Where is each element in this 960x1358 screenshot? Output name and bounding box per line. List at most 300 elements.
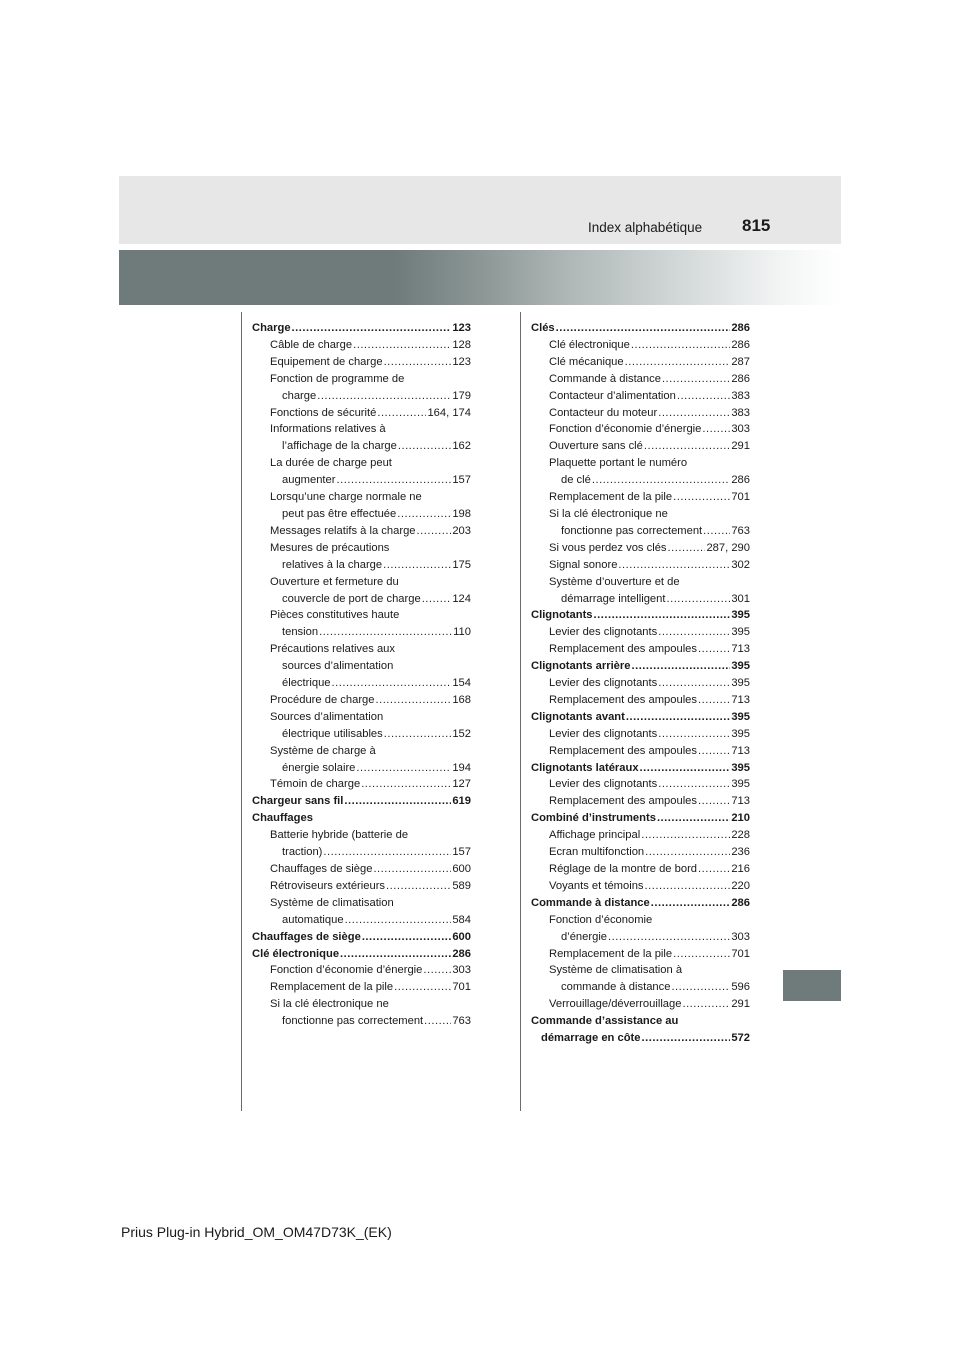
dot-leader xyxy=(682,996,730,1013)
index-entry-sub xyxy=(531,793,750,810)
index-entry-text: couvercle de port de charge xyxy=(282,592,421,605)
index-entry-main xyxy=(531,760,750,777)
index-entry-text: Si la clé électronique ne xyxy=(270,998,389,1011)
index-entry-sub xyxy=(252,658,471,675)
dot-leader xyxy=(702,421,730,438)
index-entry-text: Clignotants avant xyxy=(531,710,625,723)
dot-leader xyxy=(658,405,730,422)
index-entry-sub xyxy=(252,675,471,692)
index-entry-page: 395 xyxy=(731,727,750,740)
dot-leader xyxy=(666,591,730,608)
index-entry-sub xyxy=(252,388,471,405)
index-entry-sub xyxy=(531,692,750,709)
dot-leader xyxy=(698,692,730,709)
index-entry-sub xyxy=(252,607,471,624)
index-entry-page: 302 xyxy=(731,558,750,571)
dot-leader xyxy=(344,793,451,810)
index-entry-page: 220 xyxy=(731,879,750,892)
index-entry-text: démarrage en côte xyxy=(541,1032,641,1045)
index-entry-sub xyxy=(252,354,471,371)
index-entry-text: Ecran multifonction xyxy=(549,846,645,859)
index-entry-page: 395 xyxy=(731,626,750,639)
index-entry-page: 168 xyxy=(452,693,471,706)
index-entry-text: Combiné d’instruments xyxy=(531,812,656,825)
dot-leader xyxy=(361,776,451,793)
dot-leader xyxy=(651,895,731,912)
index-entry-main xyxy=(252,810,471,827)
index-entry-page: 713 xyxy=(731,643,750,656)
index-entry-sub xyxy=(252,709,471,726)
index-entry-text: Câble de charge xyxy=(270,338,353,351)
index-entry-sub xyxy=(531,844,750,861)
index-entry-page: 164, 174 xyxy=(427,406,471,419)
index-entry-text: sources d’alimentation xyxy=(282,660,394,673)
index-entry-sub xyxy=(252,692,471,709)
index-entry-sub xyxy=(531,962,750,979)
index-entry-text: Charge xyxy=(252,322,291,334)
index-entry-page: 395 xyxy=(731,761,750,774)
index-entry-page: 154 xyxy=(452,677,471,690)
index-entry-sub xyxy=(252,1013,471,1030)
index-entry-sub xyxy=(252,405,471,422)
index-entry-text: Si la clé électronique ne xyxy=(549,507,668,520)
index-entry-text: Messages relatifs à la charge xyxy=(270,524,416,537)
dot-leader xyxy=(384,726,452,743)
index-entry-sub xyxy=(531,776,750,793)
index-entry-page: 287, 290 xyxy=(706,541,750,554)
index-entry-text: Chargeur sans fil xyxy=(252,795,344,808)
index-entry-text: Clignotants xyxy=(531,609,593,622)
index-entry-sub xyxy=(531,472,750,489)
index-entry-text: démarrage intelligent xyxy=(561,592,666,605)
index-entry-sub xyxy=(252,641,471,658)
index-entry-text: Fonction de programme de xyxy=(270,372,405,385)
index-entry-page: 127 xyxy=(452,778,471,791)
index-entry-text: Précautions relatives aux xyxy=(270,643,395,656)
index-entry-text: Remplacement des ampoules xyxy=(549,795,697,808)
index-entry-main xyxy=(531,320,750,337)
dot-leader xyxy=(353,337,451,354)
index-entry-text: Informations relatives à xyxy=(270,423,386,436)
index-entry-text: Remplacement des ampoules xyxy=(549,693,697,706)
index-entry-sub xyxy=(252,996,471,1013)
index-entry-sub xyxy=(531,827,750,844)
index-entry-sub xyxy=(252,455,471,472)
index-entry-page: 194 xyxy=(452,761,471,774)
index-entry-page: 763 xyxy=(452,1015,471,1028)
index-entry-sub xyxy=(531,726,750,743)
dot-leader xyxy=(386,878,451,895)
index-entry-text: Clé électronique xyxy=(549,338,630,351)
index-entry-sub xyxy=(252,489,471,506)
dot-leader xyxy=(356,760,451,777)
index-entry-text: charge xyxy=(282,389,317,402)
index-entry-text: Fonctions de sécurité xyxy=(270,406,377,419)
index-entry-sub xyxy=(252,523,471,540)
dot-leader xyxy=(345,912,452,929)
index-entry-page: 600 xyxy=(452,930,471,943)
index-entry-sub xyxy=(252,827,471,844)
index-entry-sub xyxy=(531,946,750,963)
dot-leader xyxy=(608,929,730,946)
index-entry-text: Equipement de charge xyxy=(270,355,383,368)
index-entry-text: Clignotants arrière xyxy=(531,660,631,673)
index-entry-text: Système de charge à xyxy=(270,744,376,757)
index-entry-text: Verrouillage/déverrouillage xyxy=(549,998,682,1011)
index-entry-sub xyxy=(252,962,471,979)
index-entry-page: 198 xyxy=(452,507,471,520)
index-entry-page: 110 xyxy=(453,626,471,639)
index-entry-page: 203 xyxy=(452,524,471,537)
index-entry-text: Pièces constitutives haute xyxy=(270,609,400,622)
dot-leader xyxy=(317,388,451,405)
dot-leader xyxy=(373,861,451,878)
index-entry-sub xyxy=(531,371,750,388)
index-entry-text: Levier des clignotants xyxy=(549,727,658,740)
index-entry-text: Signal sonore xyxy=(549,558,618,571)
index-entry-sub xyxy=(252,878,471,895)
dot-leader xyxy=(332,675,452,692)
index-entry-page: 128 xyxy=(452,338,471,351)
index-entry-text: Réglage de la montre de bord xyxy=(549,863,698,875)
index-entry-text: électrique utilisables xyxy=(282,727,383,740)
dot-leader xyxy=(394,979,451,996)
index-entry-page: 303 xyxy=(731,930,750,943)
index-entry-page: 287 xyxy=(731,355,750,368)
index-entry-page: 713 xyxy=(731,744,750,757)
index-entry-text: de clé xyxy=(561,474,591,487)
index-entry-text: Fonction d’économie d’énergie xyxy=(549,423,702,436)
index-entry-sub xyxy=(252,912,471,929)
index-entry-main xyxy=(531,895,750,912)
index-entry-text: traction) xyxy=(282,846,323,859)
index-entry-sub xyxy=(531,591,750,608)
dot-leader xyxy=(698,743,730,760)
index-entry-page: 162 xyxy=(452,440,471,453)
index-entry-main xyxy=(252,320,471,337)
index-entry-text: Remplacement de la pile xyxy=(549,947,673,960)
index-entry-sub xyxy=(531,489,750,506)
dot-leader xyxy=(337,472,452,489)
index-entry-text: Mesures de précautions xyxy=(270,541,390,554)
dot-leader xyxy=(417,523,452,540)
index-entry-sub xyxy=(252,979,471,996)
index-entry-sub xyxy=(252,743,471,760)
index-entry-sub xyxy=(252,861,471,878)
index-entry-text: Levier des clignotants xyxy=(549,626,658,639)
dot-leader xyxy=(645,844,730,861)
dot-leader xyxy=(422,591,452,608)
index-entry-text: Clés xyxy=(531,322,555,334)
index-entry-text: Clé mécanique xyxy=(549,355,624,368)
index-entry-text: La durée de charge peut xyxy=(270,457,392,470)
dot-leader xyxy=(658,776,730,793)
index-entry-sub xyxy=(252,895,471,912)
index-entry-sub xyxy=(252,540,471,557)
dot-leader xyxy=(698,793,730,810)
index-entry-page: 123 xyxy=(452,322,471,334)
dot-leader xyxy=(644,438,730,455)
index-entry-text: Si vous perdez vos clés xyxy=(549,541,667,554)
dot-leader xyxy=(673,946,730,963)
dot-leader xyxy=(631,337,730,354)
index-entry-main xyxy=(252,946,471,963)
index-entry-text: Chauffages de siège xyxy=(270,863,373,875)
index-entry-text: Remplacement de la pile xyxy=(549,491,673,504)
index-entry-page: 383 xyxy=(731,406,750,419)
index-entry-page: 619 xyxy=(452,795,471,808)
index-entry-page: 572 xyxy=(731,1032,750,1045)
index-entry-sub xyxy=(252,421,471,438)
dot-leader xyxy=(671,979,730,996)
dot-leader xyxy=(698,641,730,658)
index-entry-page: 395 xyxy=(731,710,750,723)
dot-leader xyxy=(397,506,451,523)
index-entry-sub xyxy=(531,624,750,641)
index-entry-sub xyxy=(531,675,750,692)
footer-document-id: Prius Plug-in Hybrid_OM_OM47D73K_(EK) xyxy=(121,1224,392,1240)
dot-leader xyxy=(340,946,451,963)
index-entry-sub xyxy=(531,861,750,878)
index-entry-sub xyxy=(252,506,471,523)
index-entry-main xyxy=(531,810,750,827)
index-entry-text: Fonction d’économie xyxy=(549,913,653,926)
index-entry-text: Remplacement des ampoules xyxy=(549,744,697,757)
index-entry-sub xyxy=(252,624,471,641)
index-entry-page: 763 xyxy=(731,524,750,537)
index-entry-sub xyxy=(252,574,471,591)
index-entry-sub xyxy=(531,523,750,540)
index-entry-page: 395 xyxy=(731,660,750,673)
dot-leader xyxy=(626,709,730,726)
index-entry-page: 210 xyxy=(731,812,750,825)
dot-leader xyxy=(625,354,731,371)
index-entry-text: Plaquette portant le numéro xyxy=(549,457,688,470)
index-entry-text: Rétroviseurs extérieurs xyxy=(270,879,386,892)
index-entry-page: 286 xyxy=(731,474,750,487)
index-entry-text: Système de climatisation à xyxy=(549,964,683,977)
index-entry-sub xyxy=(531,979,750,996)
dot-leader xyxy=(323,844,451,861)
index-entry-main xyxy=(531,658,750,675)
index-entry-page: 600 xyxy=(452,863,471,875)
index-entry-page: 157 xyxy=(452,474,471,487)
dot-leader xyxy=(662,371,730,388)
index-entry-text: Batterie hybride (batterie de xyxy=(270,829,409,842)
index-entry-sub xyxy=(252,591,471,608)
index-entry-page: 124 xyxy=(452,592,471,605)
index-entry-page: 701 xyxy=(452,981,471,994)
page-number: 815 xyxy=(742,216,771,235)
index-entry-page: 157 xyxy=(452,846,471,859)
index-entry-text: peut pas être effectuée xyxy=(282,507,397,520)
index-entry-page: 291 xyxy=(731,998,750,1011)
index-entry-text: Procédure de charge xyxy=(270,693,375,706)
index-column-right xyxy=(531,320,750,1047)
index-entry-sub xyxy=(531,929,750,946)
index-entry-page: 286 xyxy=(731,338,750,351)
index-entry-page: 701 xyxy=(731,491,750,504)
index-entry-text: Affichage principal xyxy=(549,829,641,842)
index-entry-page: 286 xyxy=(731,322,750,334)
index-entry-page: 383 xyxy=(731,389,750,402)
index-entry-text: l’affichage de la charge xyxy=(282,440,397,453)
index-entry-page: 395 xyxy=(731,778,750,791)
index-entry-sub xyxy=(252,371,471,388)
index-entry-main xyxy=(531,1013,750,1030)
index-entry-sub xyxy=(252,337,471,354)
index-entry-page: 175 xyxy=(452,558,471,571)
index-entry-page: 589 xyxy=(452,879,471,892)
dot-leader xyxy=(384,354,452,371)
index-entry-text: Levier des clignotants xyxy=(549,778,658,791)
index-entry-page: 286 xyxy=(452,947,471,960)
dot-leader xyxy=(292,320,452,337)
index-entry-page: 152 xyxy=(452,727,471,740)
dot-leader xyxy=(383,557,451,574)
index-entry-page: 236 xyxy=(731,846,750,859)
dot-leader xyxy=(618,557,730,574)
index-entry-text: Remplacement des ampoules xyxy=(549,643,697,656)
index-entry-sub xyxy=(531,743,750,760)
index-entry-text: Contacteur du moteur xyxy=(549,406,658,419)
index-entry-page: 395 xyxy=(731,677,750,690)
index-entry-page: 286 xyxy=(731,896,750,909)
index-entry-text: Système de climatisation xyxy=(270,896,394,909)
dot-leader xyxy=(703,523,730,540)
index-entry-text: Voyants et témoins xyxy=(549,879,644,892)
dot-leader xyxy=(319,624,452,641)
index-entry-sub xyxy=(531,354,750,371)
index-entry-page: 291 xyxy=(731,440,750,453)
index-entry-page: 301 xyxy=(731,592,750,605)
index-entry-sub xyxy=(531,337,750,354)
index-entry-page: 216 xyxy=(731,863,750,875)
index-entry-main xyxy=(252,793,471,810)
dot-leader xyxy=(594,607,731,624)
index-entry-text: Ouverture et fermeture du xyxy=(270,575,399,588)
header-band xyxy=(119,176,841,244)
dot-leader xyxy=(658,726,730,743)
index-entry-sub xyxy=(252,726,471,743)
dot-leader xyxy=(658,675,730,692)
index-entry-text: Commande à distance xyxy=(549,372,661,385)
index-entry-text: Sources d’alimentation xyxy=(270,710,384,723)
section-title: Index alphabétique xyxy=(588,220,703,235)
index-entry-sub xyxy=(531,540,750,557)
index-entry-sub xyxy=(531,421,750,438)
index-entry-text: électrique xyxy=(282,677,331,690)
index-entry-text: Contacteur d’alimentation xyxy=(549,389,676,402)
index-entry-page: 123 xyxy=(452,355,471,368)
index-entry-sub xyxy=(252,557,471,574)
index-entry-page: 179 xyxy=(452,389,471,402)
dot-leader xyxy=(645,878,731,895)
index-entry-text: relatives à la charge xyxy=(282,558,383,571)
index-entry-text: fonctionne pas correctement xyxy=(282,1015,424,1028)
index-entry-main xyxy=(252,929,471,946)
index-entry-sub xyxy=(252,776,471,793)
index-entry-sub xyxy=(531,574,750,591)
dot-leader xyxy=(658,624,730,641)
decorative-gradient-bar xyxy=(119,250,841,305)
index-entry-text: Fonction d’économie d’énergie xyxy=(270,964,423,977)
index-entry-sub xyxy=(531,405,750,422)
index-entry-text: fonctionne pas correctement xyxy=(561,524,703,537)
dot-leader xyxy=(657,810,730,827)
index-entry-text: tension xyxy=(282,626,319,639)
left-column-rule xyxy=(241,312,242,1111)
index-column-left xyxy=(252,320,471,1030)
index-entry-text: Système d’ouverture et de xyxy=(549,575,680,588)
index-entry-text: Clé électronique xyxy=(252,947,340,960)
index-entry-sub xyxy=(531,996,750,1013)
dot-leader xyxy=(640,760,731,777)
index-entry-main xyxy=(531,1030,750,1047)
index-entry-sub xyxy=(252,438,471,455)
index-entry-page: 303 xyxy=(731,423,750,436)
index-entry-text: commande à distance xyxy=(561,981,671,994)
index-entry-page: 713 xyxy=(731,795,750,808)
index-entry-sub xyxy=(531,878,750,895)
dot-leader xyxy=(673,489,730,506)
dot-leader xyxy=(398,438,451,455)
index-entry-sub xyxy=(531,641,750,658)
index-entry-text: Chauffages xyxy=(252,812,313,825)
index-entry-text: automatique xyxy=(282,913,344,926)
index-entry-page: 701 xyxy=(731,947,750,960)
dot-leader xyxy=(362,929,452,946)
center-column-rule xyxy=(520,312,521,1111)
dot-leader xyxy=(424,1013,451,1030)
index-entry-text: Clignotants latéraux xyxy=(531,761,639,774)
index-entry-sub xyxy=(531,438,750,455)
index-entry-sub xyxy=(531,455,750,472)
index-entry-text: Témoin de charge xyxy=(270,778,361,791)
index-entry-sub xyxy=(252,844,471,861)
index-entry-main xyxy=(531,709,750,726)
index-entry-text: Commande à distance xyxy=(531,896,650,909)
dot-leader xyxy=(631,658,730,675)
dot-leader xyxy=(375,692,451,709)
dot-leader xyxy=(592,472,730,489)
index-entry-text: Commande d’assistance au xyxy=(531,1015,679,1028)
dot-leader xyxy=(377,405,426,422)
index-entry-sub xyxy=(531,506,750,523)
index-entry-sub xyxy=(531,557,750,574)
section-thumb-tab xyxy=(783,970,841,1001)
index-entry-text: Remplacement de la pile xyxy=(270,981,394,994)
index-entry-main xyxy=(531,607,750,624)
dot-leader xyxy=(556,320,731,337)
index-entry-page: 395 xyxy=(731,609,750,622)
index-entry-page: 286 xyxy=(731,372,750,385)
dot-leader xyxy=(642,1030,731,1047)
index-entry-page: 584 xyxy=(452,913,471,926)
index-entry-sub xyxy=(252,472,471,489)
dot-leader xyxy=(698,861,730,878)
dot-leader xyxy=(423,962,451,979)
index-entry-text: Lorsqu’une charge normale ne xyxy=(270,491,422,504)
dot-leader xyxy=(641,827,730,844)
index-entry-page: 596 xyxy=(731,981,750,994)
index-entry-text: d’énergie xyxy=(561,930,608,943)
index-entry-text: Chauffages de siège xyxy=(252,930,361,943)
index-entry-page: 303 xyxy=(452,964,471,977)
index-entry-text: Ouverture sans clé xyxy=(549,440,643,453)
dot-leader xyxy=(677,388,730,405)
index-entry-text: Levier des clignotants xyxy=(549,677,658,690)
